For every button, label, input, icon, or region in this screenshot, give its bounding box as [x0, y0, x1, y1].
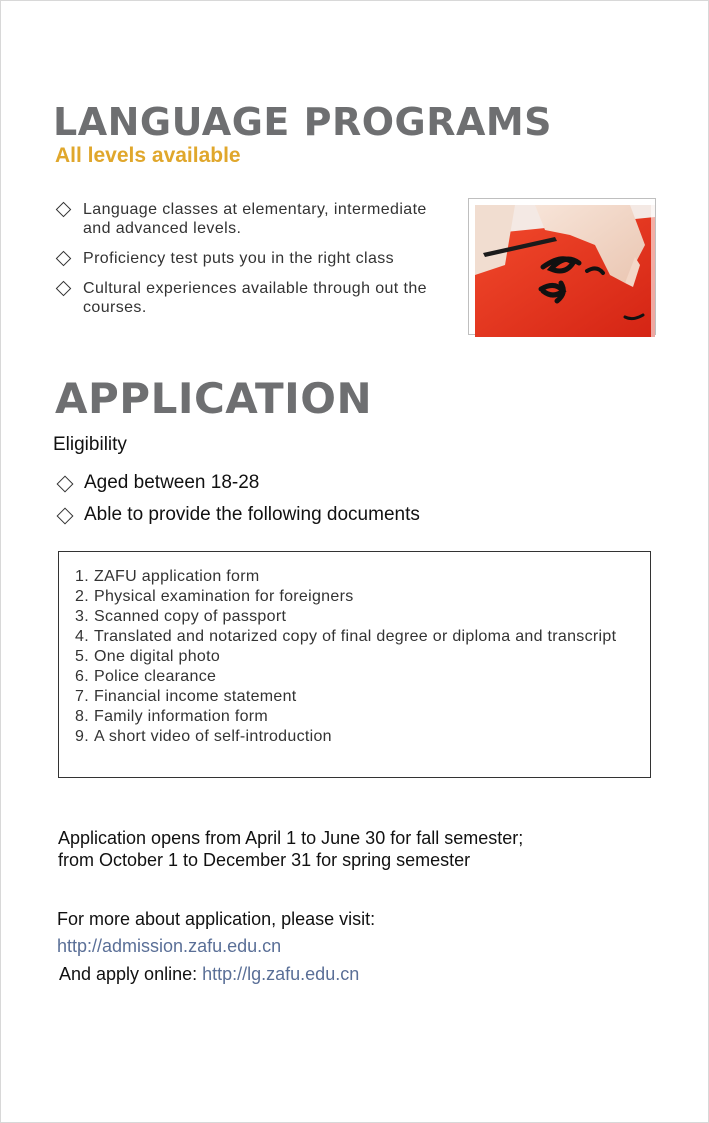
- diamond-bullet-icon: [57, 476, 74, 493]
- document-number: 9.: [75, 728, 89, 745]
- document-number: 3.: [75, 608, 89, 625]
- document-item: [75, 687, 645, 707]
- list-item: [56, 472, 420, 494]
- list-item-text: Able to provide the following documents: [84, 504, 420, 525]
- document-text: ZAFU application form: [94, 568, 260, 585]
- document-item: [75, 567, 645, 587]
- required-documents-box: [58, 551, 651, 778]
- document-text: Translated and notarized copy of final degree or diploma and transcript: [94, 628, 617, 645]
- document-item: [75, 707, 645, 727]
- language-programs-list: [55, 200, 450, 328]
- document-item: [75, 607, 645, 627]
- list-item-text: Aged between 18-28: [84, 472, 260, 493]
- document-number: 8.: [75, 708, 89, 725]
- diamond-bullet-icon: [56, 281, 72, 297]
- dates-line-spring: from October 1 to December 31 for spring semester: [58, 850, 471, 870]
- document-text: A short video of self-introduction: [94, 728, 332, 745]
- document-text: Scanned copy of passport: [94, 608, 287, 625]
- more-info-text: For more about application, please visit:: [57, 909, 376, 929]
- calligraphy-photo: [475, 205, 655, 337]
- diamond-bullet-icon: [56, 202, 72, 218]
- document-item: [75, 587, 645, 607]
- application-dates: [58, 827, 523, 871]
- calligraphy-photo-frame: [468, 198, 656, 335]
- document-text: Police clearance: [94, 668, 217, 685]
- list-item-text: Proficiency test puts you in the right class: [83, 250, 395, 267]
- apply-online-line: [59, 964, 359, 985]
- document-number: 4.: [75, 628, 89, 645]
- eligibility-list: [56, 472, 420, 536]
- calligraphy-icon: [475, 205, 655, 337]
- document-item: [75, 667, 645, 687]
- document-text: Financial income statement: [94, 688, 297, 705]
- list-item: [55, 249, 450, 268]
- document-number: 5.: [75, 648, 89, 665]
- list-item-text: Language classes at elementary, intermediate and advanced levels.: [83, 201, 427, 237]
- document-number: 7.: [75, 688, 89, 705]
- dates-line-fall: Application opens from April 1 to June 30 for fall semester;: [58, 828, 524, 848]
- required-documents-list: [75, 567, 645, 747]
- list-item: [56, 504, 420, 526]
- document-item: [75, 727, 645, 747]
- document-text: One digital photo: [94, 648, 221, 665]
- document-number: 1.: [75, 568, 89, 585]
- diamond-bullet-icon: [57, 508, 74, 525]
- document-number: 6.: [75, 668, 89, 685]
- list-item: [55, 200, 450, 238]
- apply-online-link[interactable]: http://lg.zafu.edu.cn: [202, 964, 360, 984]
- diamond-bullet-icon: [56, 251, 72, 267]
- list-item: [55, 279, 450, 317]
- document-item: [75, 627, 645, 647]
- eligibility-heading: Eligibility: [53, 434, 127, 455]
- application-title: APPLICATION: [55, 374, 373, 423]
- language-programs-subtitle: All levels available: [55, 144, 241, 167]
- admission-link[interactable]: http://admission.zafu.edu.cn: [57, 936, 282, 956]
- document-text: Physical examination for foreigners: [94, 588, 354, 605]
- apply-online-label: And apply online:: [59, 964, 203, 984]
- language-programs-title: LANGUAGE PROGRAMS: [53, 100, 553, 144]
- list-item-text: Cultural experiences available through out the courses.: [83, 280, 427, 316]
- document-number: 2.: [75, 588, 89, 605]
- document-text: Family information form: [94, 708, 269, 725]
- document-item: [75, 647, 645, 667]
